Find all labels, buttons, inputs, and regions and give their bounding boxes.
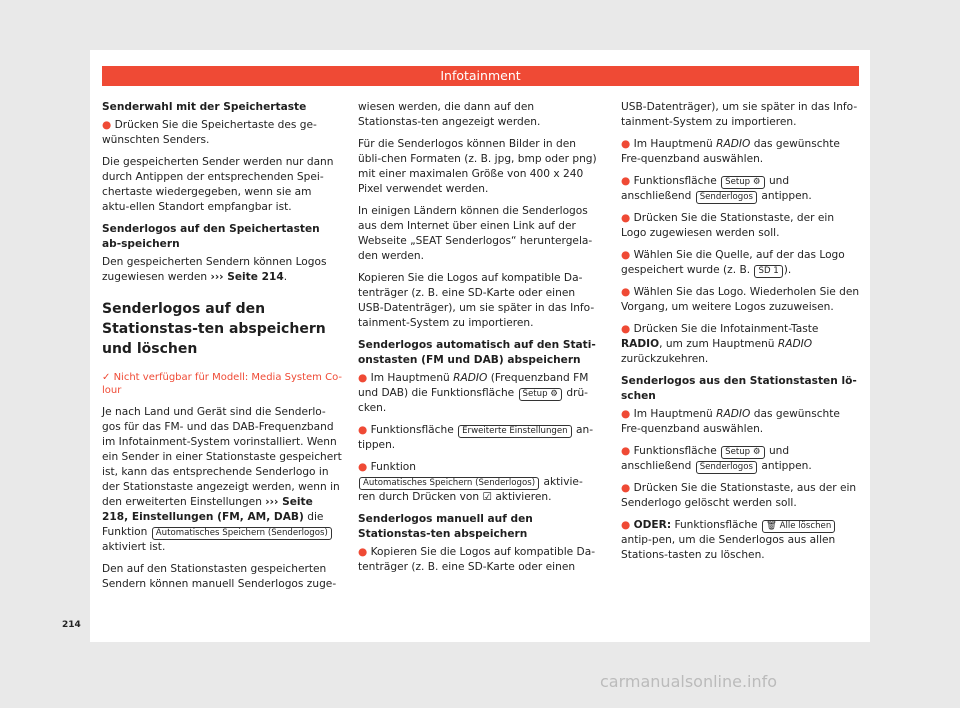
bullet: ● Im Hauptmenü RADIO das gewünschte Fre-quenzband auswählen.: [621, 408, 840, 435]
bullet: ● Drücken Sie die Infotainment-Taste RADIO, um zum Hauptmenü RADIO zurückzukehren.: [621, 323, 819, 365]
bullet-icon: ●: [621, 408, 631, 420]
bullet: ● Drücken Sie die Stationstaste, der ein Logo zugewiesen werden soll.: [621, 212, 835, 239]
paragraph: Je nach Land und Gerät sind die Senderlo-gos für das FM- und das DAB-Frequenzband im Infotainment-System vorinstalliert. Wenn ein Sender in einer Stationstaste gespeichert ist, kann das entsprechende Senderlogo in der Stationstaste angezeigt werden, wenn in den erweiterten Einstellungen ››› Seite 218, Einstellungen (FM, AM, DAB) die Funktion Automatisches Speichern (Senderlogos) aktiviert ist.: [102, 406, 342, 553]
paragraph: USB-Datenträger), um sie später in das Info-tainment-System zu importieren.: [621, 101, 858, 128]
bullet: ● ODER: Funktionsfläche 🗑 Alle löschen antip-pen, um die Senderlogos aus allen Stations-tasten zu löschen.: [621, 519, 836, 561]
function-button: Automatisches Speichern (Senderlogos): [152, 527, 332, 540]
sd1-button: SD 1: [754, 265, 782, 278]
bullet-icon: ●: [621, 175, 631, 187]
heading: Senderlogos aus den Stationstasten lö-schen: [621, 375, 857, 402]
bullet: ● Funktionsfläche Setup ⚙ und anschließend Senderlogos antippen.: [621, 445, 812, 472]
bullet: ● Drücken Sie die Speichertaste des ge-wünschten Senders.: [102, 119, 317, 146]
paragraph: Kopieren Sie die Logos auf kompatible Da-tenträger (z. B. eine SD-Karte oder einen USB-Datenträger), um sie später in das Info-tainment-System zu importieren.: [358, 272, 595, 329]
senderlogos-button: Senderlogos: [696, 461, 757, 474]
bullet-icon: ●: [621, 286, 631, 298]
delete-all-button: 🗑 Alle löschen: [762, 520, 835, 533]
bullet-icon: ●: [358, 424, 368, 436]
bullet-icon: ●: [358, 461, 368, 473]
manual-page: [90, 50, 870, 642]
bullet: ● Funktionsfläche Setup ⚙ und anschließend Senderlogos antippen.: [621, 175, 812, 202]
column-3: [621, 100, 861, 570]
heading: Senderlogos automatisch auf den Stati-onstasten (FM und DAB) abspeichern: [358, 339, 596, 366]
checkbox-icon: ☑: [482, 491, 492, 503]
checkmark-icon: ✓: [102, 372, 111, 383]
availability-note: ✓ Nicht verfügbar für Modell: Media System Co-lour: [102, 372, 343, 396]
bullet: ● Kopieren Sie die Logos auf kompatible Da-tenträger (z. B. eine SD-Karte oder einen: [358, 546, 596, 573]
bullet-icon: ●: [621, 323, 631, 335]
paragraph: Den auf den Stationstasten gespeicherten Sendern können manuell Senderlogos zuge-: [102, 563, 337, 590]
bullet: ● Im Hauptmenü RADIO (Frequenzband FM und DAB) die Funktionsfläche Setup ⚙ drü-cken.: [358, 372, 589, 414]
heading: Senderlogos auf den Speichertasten ab-speichern: [102, 223, 320, 250]
paragraph: Für die Senderlogos können Bilder in den übli-chen Formaten (z. B. jpg, bmp oder png) mit einer maximalen Größe von 400 x 240 Pixel verwendet werden.: [358, 138, 597, 195]
bullet: ● Funktion Automatisches Speichern (Senderlogos) aktivie-ren durch Drücken von ☑ aktivieren.: [358, 461, 583, 503]
page-reference[interactable]: ››› Seite 218, Einstellungen (FM, AM, DAB): [102, 496, 313, 523]
bullet: ● Wählen Sie die Quelle, auf der das Logo gespeichert wurde (z. B. SD 1 ).: [621, 249, 845, 276]
page-reference[interactable]: ››› Seite 214: [210, 271, 284, 283]
watermark: carmanualsonline.info: [600, 672, 778, 691]
auto-save-button: Automatisches Speichern (Senderlogos): [359, 477, 539, 490]
heading: Senderlogos manuell auf den Stationstas-ten abspeichern: [358, 513, 533, 540]
setup-button: Setup ⚙: [721, 176, 764, 189]
bullet-icon: ●: [358, 546, 368, 558]
bullet-icon: ●: [621, 445, 631, 457]
bullet-icon: ●: [621, 212, 631, 224]
advanced-settings-button: Erweiterte Einstellungen: [458, 425, 572, 438]
heading: Senderwahl mit der Speichertaste: [102, 101, 307, 113]
radio-key-icon: RADIO: [621, 338, 660, 350]
paragraph: wiesen werden, die dann auf den Stationstas-ten angezeigt werden.: [358, 101, 541, 128]
bullet-icon: ●: [621, 249, 631, 261]
page-number: 214: [62, 620, 81, 630]
bullet: ● Im Hauptmenü RADIO das gewünschte Fre-quenzband auswählen.: [621, 138, 840, 165]
bullet-icon: ●: [621, 482, 631, 494]
column-1: [102, 100, 342, 599]
bullet: ● Funktionsfläche Erweiterte Einstellungen an-tippen.: [358, 424, 594, 451]
chapter-header: Infotainment: [102, 66, 859, 86]
bullet: ● Drücken Sie die Stationstaste, aus der ein Senderlogo gelöscht werden soll.: [621, 482, 857, 509]
bullet-icon: ●: [358, 372, 368, 384]
section-title: Senderlogos auf den Stationstas-ten abspeichern und löschen: [102, 301, 326, 357]
bullet-icon: ●: [102, 119, 112, 131]
paragraph: In einigen Ländern können die Senderlogos aus dem Internet über einen Link auf der Webseite „SEAT Senderlogos“ heruntergela-den werden.: [358, 205, 593, 262]
column-2: [358, 100, 598, 582]
bullet-icon: ●: [621, 138, 631, 150]
paragraph: Die gespeicherten Sender werden nur dann durch Antippen der entsprechenden Spei-chertaste wiedergegeben, wenn sie am aktu-ellen Standort empfangbar ist.: [102, 156, 334, 213]
paragraph: Den gespeicherten Sendern können Logos zugewiesen werden ››› Seite 214.: [102, 256, 327, 283]
bullet: ● Wählen Sie das Logo. Wiederholen Sie den Vorgang, um weitere Logos zuzuweisen.: [621, 286, 860, 313]
setup-button: Setup ⚙: [519, 388, 562, 401]
setup-button: Setup ⚙: [721, 446, 764, 459]
bullet-icon: ●: [621, 519, 631, 531]
senderlogos-button: Senderlogos: [696, 191, 757, 204]
